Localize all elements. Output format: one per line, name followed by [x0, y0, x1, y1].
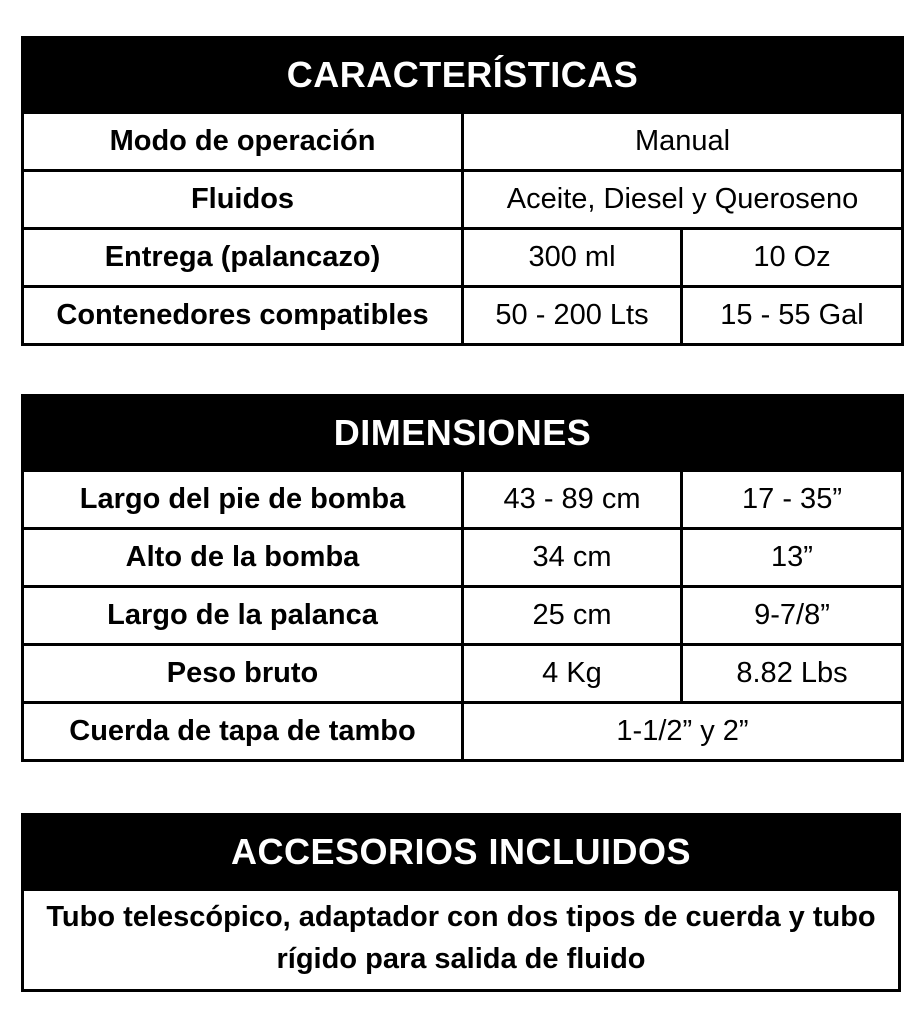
caracteristicas-title: CARACTERÍSTICAS	[23, 38, 903, 113]
table-row	[23, 703, 903, 761]
row-label: Fluidos	[23, 171, 463, 229]
table-row	[23, 287, 903, 345]
table-row	[23, 229, 903, 287]
row-metric-value: 34 cm	[463, 529, 682, 587]
row-label: Contenedores compatibles	[23, 287, 463, 345]
row-imperial-value: 8.82 Lbs	[682, 645, 903, 703]
row-metric-value: 25 cm	[463, 587, 682, 645]
row-value: Manual	[463, 113, 903, 171]
row-label: Entrega (palancazo)	[23, 229, 463, 287]
row-metric-value: 43 - 89 cm	[463, 471, 682, 529]
row-label: Largo del pie de bomba	[23, 471, 463, 529]
dimensiones-title: DIMENSIONES	[23, 396, 903, 471]
row-label: Peso bruto	[23, 645, 463, 703]
row-value: 1-1/2” y 2”	[463, 703, 903, 761]
caracteristicas-table	[21, 36, 904, 346]
table-row	[23, 471, 903, 529]
row-imperial-value: 9-7/8”	[682, 587, 903, 645]
table-row	[23, 890, 900, 991]
row-metric-value: 4 Kg	[463, 645, 682, 703]
table-row	[23, 171, 903, 229]
accesorios-title: ACCESORIOS INCLUIDOS	[23, 815, 900, 890]
table-row	[23, 645, 903, 703]
row-metric-value: 50 - 200 Lts	[463, 287, 682, 345]
row-imperial-value: 15 - 55 Gal	[682, 287, 903, 345]
row-label: Modo de operación	[23, 113, 463, 171]
row-imperial-value: 10 Oz	[682, 229, 903, 287]
row-label: Cuerda de tapa de tambo	[23, 703, 463, 761]
row-imperial-value: 13”	[682, 529, 903, 587]
row-value: Aceite, Diesel y Queroseno	[463, 171, 903, 229]
table-row	[23, 587, 903, 645]
row-label: Largo de la palanca	[23, 587, 463, 645]
accesorios-text: Tubo telescópico, adaptador con dos tipos de cuerda y tubo rígido para salida de fluido	[23, 890, 900, 991]
dimensiones-table	[21, 394, 904, 762]
accesorios-table	[21, 813, 901, 992]
row-imperial-value: 17 - 35”	[682, 471, 903, 529]
table-row	[23, 113, 903, 171]
row-label: Alto de la bomba	[23, 529, 463, 587]
row-metric-value: 300 ml	[463, 229, 682, 287]
table-row	[23, 529, 903, 587]
